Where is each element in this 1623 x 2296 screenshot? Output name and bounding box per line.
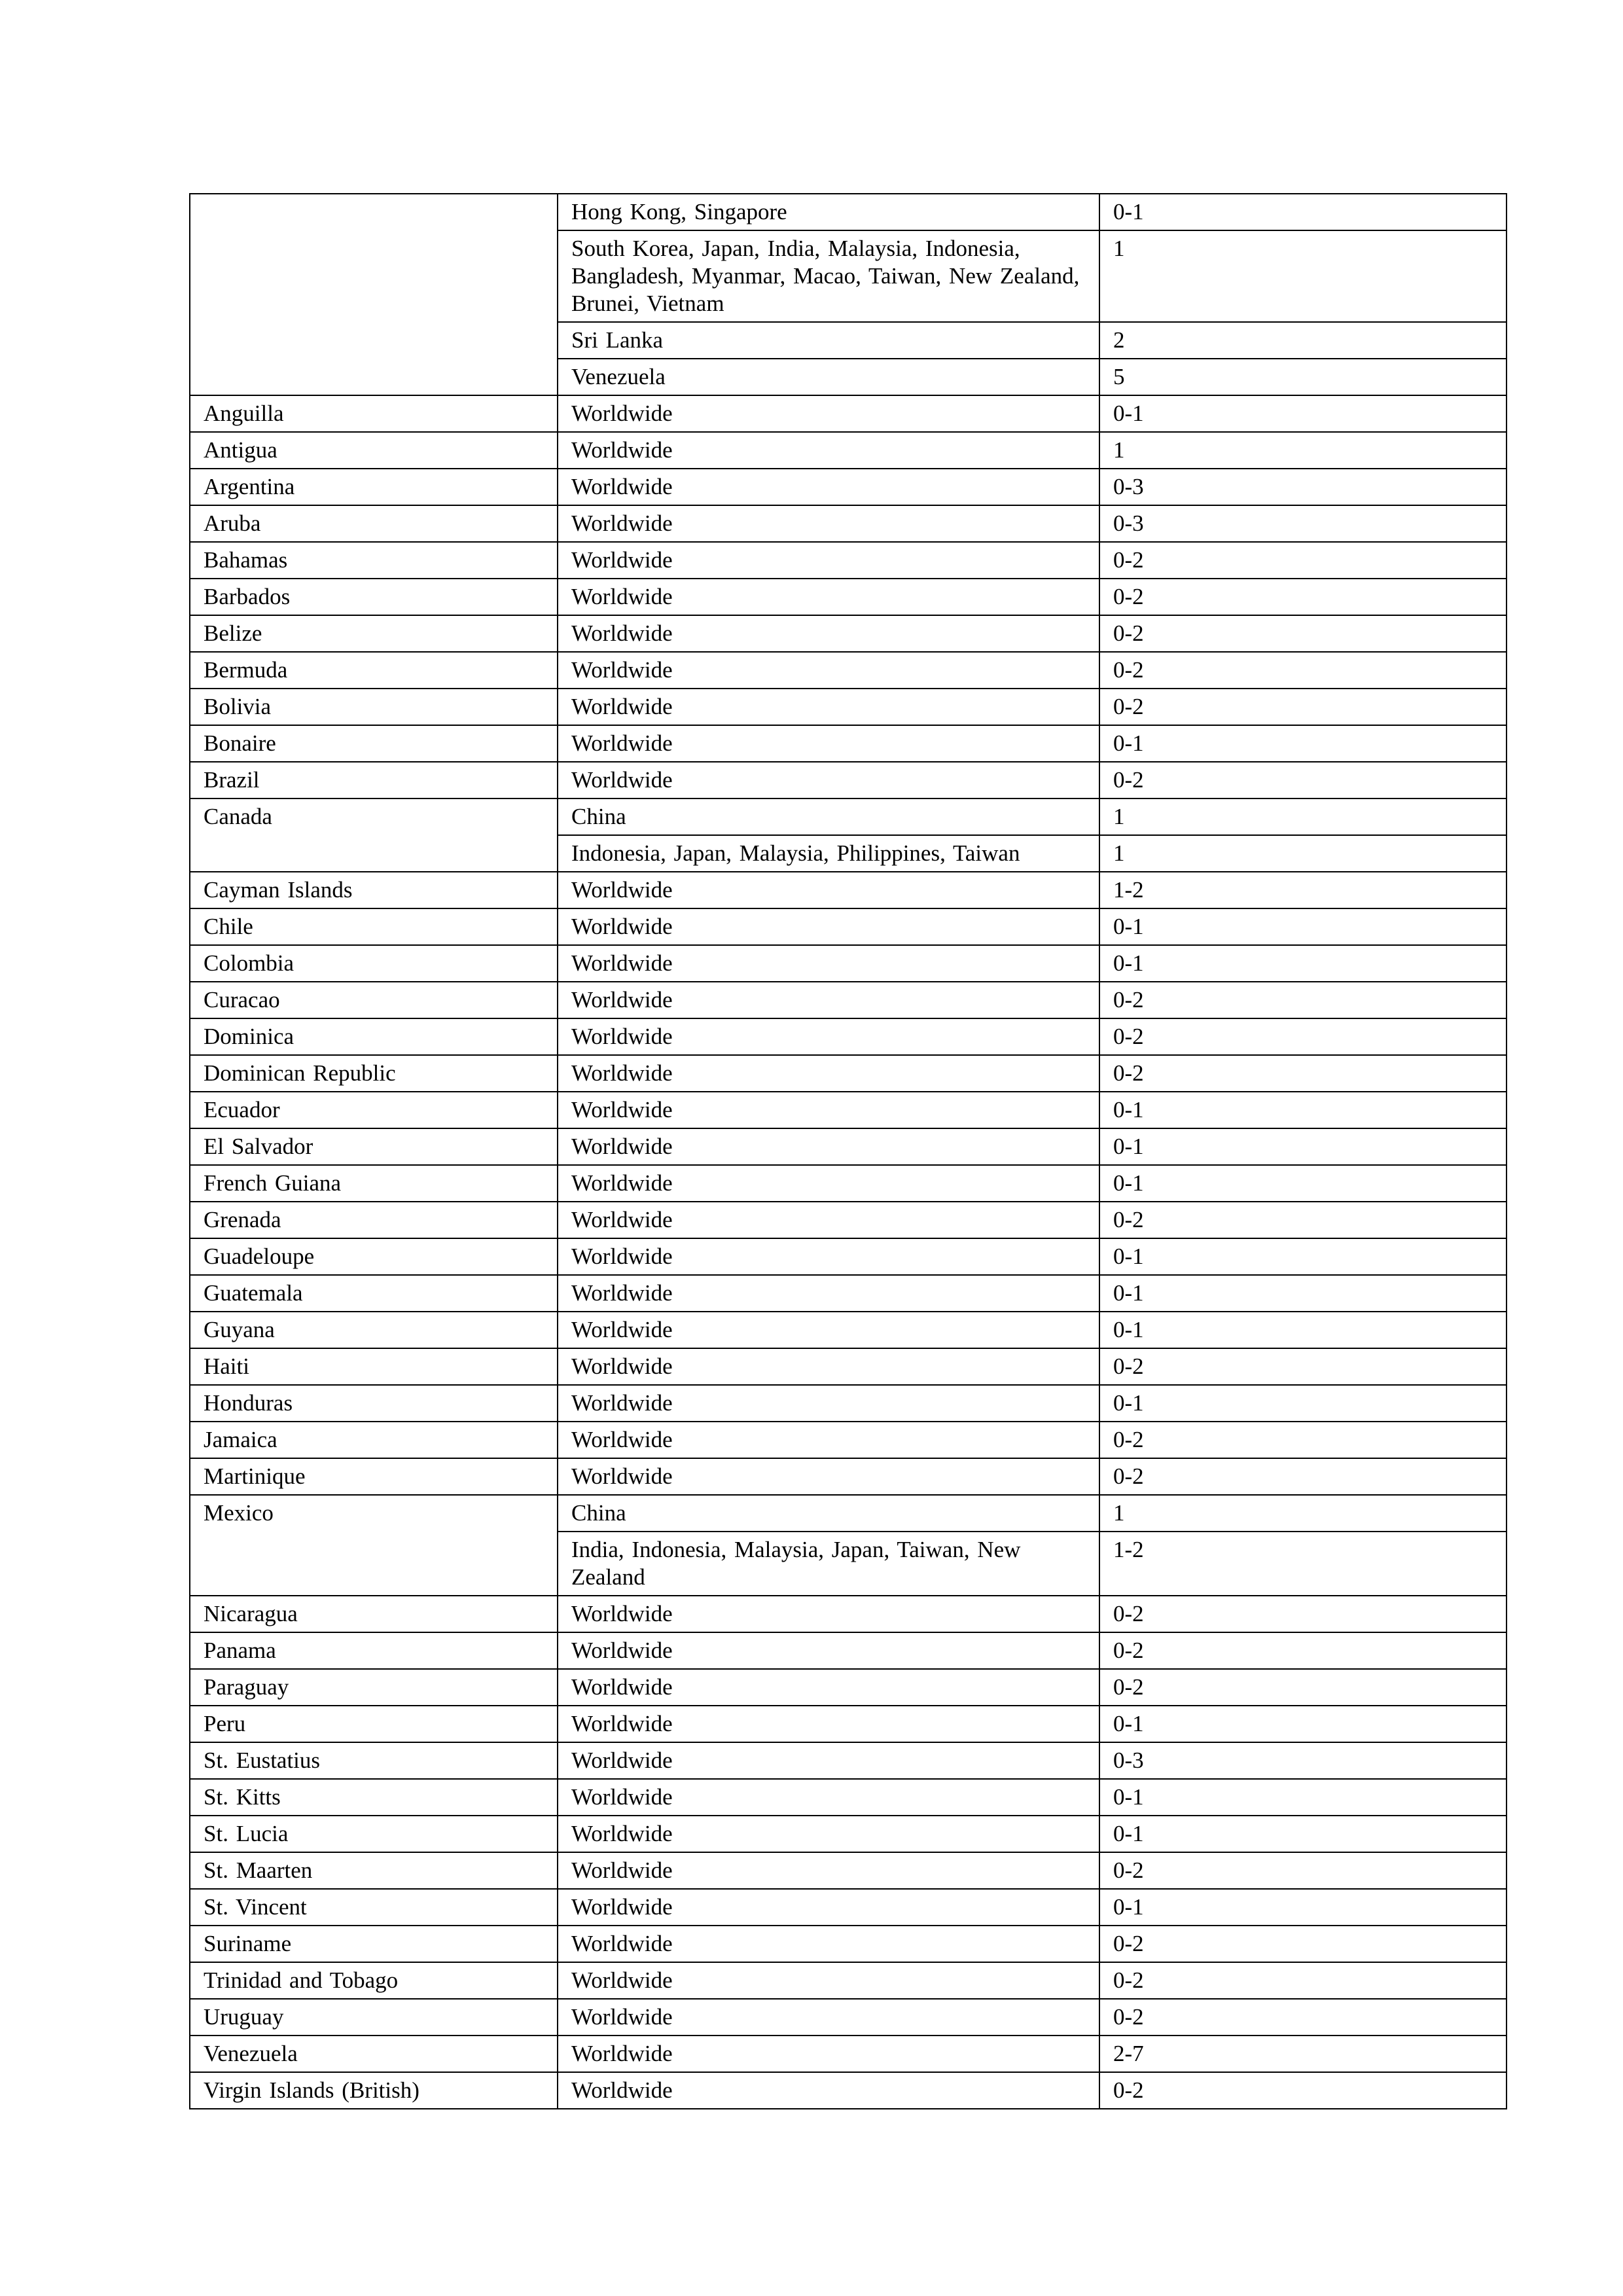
origin-cell: Indonesia, Japan, Malaysia, Philippines, Taiwan — [558, 835, 1099, 872]
table-row — [190, 469, 1507, 505]
destination-country-cell: Nicaragua — [190, 1596, 558, 1632]
origin-cell: Worldwide — [558, 469, 1099, 505]
origin-cell: Worldwide — [558, 1312, 1099, 1348]
table-row — [190, 1458, 1507, 1495]
days-cell: 0-3 — [1099, 469, 1507, 505]
origin-cell: Worldwide — [558, 725, 1099, 762]
table-row — [190, 1596, 1507, 1632]
origin-cell: Worldwide — [558, 1632, 1099, 1669]
table-row — [190, 652, 1507, 689]
table-row — [190, 1202, 1507, 1238]
destination-country-cell: Mexico — [190, 1495, 558, 1596]
destination-country-cell: Venezuela — [190, 2036, 558, 2072]
destination-country-cell: Canada — [190, 798, 558, 872]
days-cell: 0-2 — [1099, 689, 1507, 725]
origin-cell: Worldwide — [558, 1348, 1099, 1385]
destination-country-cell: Curacao — [190, 982, 558, 1018]
destination-country-cell: Peru — [190, 1706, 558, 1742]
destination-country-cell — [190, 194, 558, 395]
days-cell: 5 — [1099, 359, 1507, 395]
destination-country-cell: Jamaica — [190, 1422, 558, 1458]
destination-country-cell: French Guiana — [190, 1165, 558, 1202]
table-row — [190, 945, 1507, 982]
table-row — [190, 798, 1507, 835]
days-cell: 0-1 — [1099, 1092, 1507, 1128]
table-row — [190, 689, 1507, 725]
origin-cell: Worldwide — [558, 1238, 1099, 1275]
days-cell: 0-2 — [1099, 1596, 1507, 1632]
table-row — [190, 432, 1507, 469]
days-cell: 0-1 — [1099, 1889, 1507, 1926]
days-cell: 1-2 — [1099, 872, 1507, 908]
days-cell: 0-1 — [1099, 1816, 1507, 1852]
destination-country-cell: Panama — [190, 1632, 558, 1669]
table-row — [190, 1018, 1507, 1055]
days-cell: 1 — [1099, 230, 1507, 322]
origin-cell: Worldwide — [558, 1202, 1099, 1238]
days-cell: 0-1 — [1099, 194, 1507, 230]
days-cell: 0-1 — [1099, 1385, 1507, 1422]
origin-cell: Worldwide — [558, 1055, 1099, 1092]
table-row — [190, 1962, 1507, 1999]
destination-country-cell: Guatemala — [190, 1275, 558, 1312]
table-row — [190, 395, 1507, 432]
destination-country-cell: St. Eustatius — [190, 1742, 558, 1779]
origin-cell: Worldwide — [558, 2036, 1099, 2072]
origin-cell: Worldwide — [558, 872, 1099, 908]
destination-country-cell: Uruguay — [190, 1999, 558, 2036]
destination-country-cell: Honduras — [190, 1385, 558, 1422]
origin-cell: Sri Lanka — [558, 322, 1099, 359]
origin-cell: South Korea, Japan, India, Malaysia, Indonesia, Bangladesh, Myanmar, Macao, Taiwan, New Zealand, Brunei, Vietnam — [558, 230, 1099, 322]
table-row — [190, 1779, 1507, 1816]
destination-country-cell: St. Kitts — [190, 1779, 558, 1816]
destination-country-cell: Grenada — [190, 1202, 558, 1238]
table-row — [190, 725, 1507, 762]
origin-cell: Worldwide — [558, 432, 1099, 469]
origin-cell: Worldwide — [558, 1458, 1099, 1495]
destination-country-cell: El Salvador — [190, 1128, 558, 1165]
table-row — [190, 1926, 1507, 1962]
destination-country-cell: Antigua — [190, 432, 558, 469]
table-row — [190, 1852, 1507, 1889]
destination-country-cell: Bonaire — [190, 725, 558, 762]
days-cell: 0-1 — [1099, 1779, 1507, 1816]
days-cell: 0-1 — [1099, 1275, 1507, 1312]
days-cell: 1 — [1099, 835, 1507, 872]
origin-cell: Worldwide — [558, 615, 1099, 652]
origin-cell: Worldwide — [558, 579, 1099, 615]
days-cell: 1 — [1099, 432, 1507, 469]
table-row — [190, 1999, 1507, 2036]
origin-cell: Worldwide — [558, 395, 1099, 432]
destination-country-cell: St. Lucia — [190, 1816, 558, 1852]
origin-cell: Worldwide — [558, 1092, 1099, 1128]
origin-cell: Worldwide — [558, 1742, 1099, 1779]
table-row — [190, 1165, 1507, 1202]
table-row — [190, 1889, 1507, 1926]
origin-cell: India, Indonesia, Malaysia, Japan, Taiwan, New Zealand — [558, 1532, 1099, 1596]
origin-cell: Worldwide — [558, 2072, 1099, 2109]
destination-country-cell: Dominican Republic — [190, 1055, 558, 1092]
origin-cell: Worldwide — [558, 1128, 1099, 1165]
origin-cell: Worldwide — [558, 1165, 1099, 1202]
destination-country-cell: Trinidad and Tobago — [190, 1962, 558, 1999]
destination-country-cell: Argentina — [190, 469, 558, 505]
days-cell: 0-1 — [1099, 1238, 1507, 1275]
origin-cell: Worldwide — [558, 1926, 1099, 1962]
days-cell: 0-2 — [1099, 1458, 1507, 1495]
days-cell: 0-2 — [1099, 762, 1507, 798]
table-row — [190, 615, 1507, 652]
destination-country-cell: Martinique — [190, 1458, 558, 1495]
origin-cell: Worldwide — [558, 1999, 1099, 2036]
table-row — [190, 194, 1507, 230]
table-row — [190, 1632, 1507, 1669]
origin-cell: Worldwide — [558, 908, 1099, 945]
destination-country-cell: St. Maarten — [190, 1852, 558, 1889]
destination-country-cell: Dominica — [190, 1018, 558, 1055]
origin-cell: Worldwide — [558, 1422, 1099, 1458]
destination-country-cell: Anguilla — [190, 395, 558, 432]
table-row — [190, 1669, 1507, 1706]
destination-country-cell: Aruba — [190, 505, 558, 542]
origin-cell: Worldwide — [558, 1385, 1099, 1422]
table-row — [190, 1706, 1507, 1742]
days-cell: 0-2 — [1099, 1632, 1507, 1669]
destination-country-cell: Guyana — [190, 1312, 558, 1348]
days-cell: 0-2 — [1099, 579, 1507, 615]
origin-cell: Venezuela — [558, 359, 1099, 395]
destination-country-cell: Belize — [190, 615, 558, 652]
origin-cell: Worldwide — [558, 542, 1099, 579]
origin-cell: Worldwide — [558, 689, 1099, 725]
days-cell: 0-2 — [1099, 1348, 1507, 1385]
days-cell: 0-2 — [1099, 1999, 1507, 2036]
days-cell: 0-2 — [1099, 1422, 1507, 1458]
table-row — [190, 1385, 1507, 1422]
destination-country-cell: Chile — [190, 908, 558, 945]
table-row — [190, 1816, 1507, 1852]
origin-cell: Hong Kong, Singapore — [558, 194, 1099, 230]
days-cell: 0-3 — [1099, 1742, 1507, 1779]
origin-cell: Worldwide — [558, 1852, 1099, 1889]
days-cell: 0-1 — [1099, 908, 1507, 945]
days-cell: 0-2 — [1099, 1852, 1507, 1889]
destination-country-cell: Barbados — [190, 579, 558, 615]
destination-country-cell: Suriname — [190, 1926, 558, 1962]
days-cell: 0-1 — [1099, 1706, 1507, 1742]
origin-cell: China — [558, 798, 1099, 835]
table-row — [190, 1312, 1507, 1348]
destination-country-cell: Ecuador — [190, 1092, 558, 1128]
table-row — [190, 872, 1507, 908]
origin-cell: Worldwide — [558, 1962, 1099, 1999]
days-cell: 0-2 — [1099, 1202, 1507, 1238]
destination-country-cell: Cayman Islands — [190, 872, 558, 908]
days-cell: 0-2 — [1099, 982, 1507, 1018]
days-cell: 1 — [1099, 1495, 1507, 1532]
table-row — [190, 2072, 1507, 2109]
days-cell: 0-2 — [1099, 615, 1507, 652]
origin-cell: Worldwide — [558, 1018, 1099, 1055]
table-row — [190, 579, 1507, 615]
table-row — [190, 1422, 1507, 1458]
destination-country-cell: Brazil — [190, 762, 558, 798]
destination-country-cell: Paraguay — [190, 1669, 558, 1706]
origin-cell: Worldwide — [558, 1596, 1099, 1632]
days-cell: 0-1 — [1099, 1312, 1507, 1348]
days-cell: 2 — [1099, 322, 1507, 359]
table-row — [190, 1495, 1507, 1532]
days-cell: 0-2 — [1099, 1926, 1507, 1962]
table-row — [190, 505, 1507, 542]
destination-country-cell: Guadeloupe — [190, 1238, 558, 1275]
table-row — [190, 1092, 1507, 1128]
table-row — [190, 2036, 1507, 2072]
days-cell: 0-2 — [1099, 542, 1507, 579]
destination-country-cell: Bermuda — [190, 652, 558, 689]
table-body — [190, 194, 1507, 2109]
days-cell: 0-3 — [1099, 505, 1507, 542]
days-cell: 0-1 — [1099, 945, 1507, 982]
days-cell: 0-2 — [1099, 652, 1507, 689]
days-cell: 0-2 — [1099, 1669, 1507, 1706]
destination-country-cell: Colombia — [190, 945, 558, 982]
shipping-table — [189, 193, 1507, 2109]
days-cell: 0-1 — [1099, 395, 1507, 432]
days-cell: 1 — [1099, 798, 1507, 835]
origin-cell: Worldwide — [558, 652, 1099, 689]
origin-cell: Worldwide — [558, 1275, 1099, 1312]
origin-cell: Worldwide — [558, 945, 1099, 982]
origin-cell: Worldwide — [558, 1889, 1099, 1926]
days-cell: 0-1 — [1099, 1165, 1507, 1202]
destination-country-cell: Bolivia — [190, 689, 558, 725]
origin-cell: Worldwide — [558, 1779, 1099, 1816]
table-row — [190, 982, 1507, 1018]
origin-cell: Worldwide — [558, 1706, 1099, 1742]
table-row — [190, 1348, 1507, 1385]
destination-country-cell: Bahamas — [190, 542, 558, 579]
origin-cell: Worldwide — [558, 505, 1099, 542]
days-cell: 0-2 — [1099, 1018, 1507, 1055]
days-cell: 0-2 — [1099, 1962, 1507, 1999]
days-cell: 0-2 — [1099, 2072, 1507, 2109]
table-row — [190, 1128, 1507, 1165]
table-row — [190, 908, 1507, 945]
destination-country-cell: Haiti — [190, 1348, 558, 1385]
table-row — [190, 542, 1507, 579]
origin-cell: Worldwide — [558, 762, 1099, 798]
table-row — [190, 1275, 1507, 1312]
days-cell: 0-1 — [1099, 725, 1507, 762]
days-cell: 0-2 — [1099, 1055, 1507, 1092]
table-row — [190, 1742, 1507, 1779]
table-row — [190, 1055, 1507, 1092]
destination-country-cell: St. Vincent — [190, 1889, 558, 1926]
origin-cell: Worldwide — [558, 982, 1099, 1018]
origin-cell: Worldwide — [558, 1816, 1099, 1852]
origin-cell: China — [558, 1495, 1099, 1532]
days-cell: 2-7 — [1099, 2036, 1507, 2072]
table-row — [190, 762, 1507, 798]
table-row — [190, 1238, 1507, 1275]
origin-cell: Worldwide — [558, 1669, 1099, 1706]
destination-country-cell: Virgin Islands (British) — [190, 2072, 558, 2109]
days-cell: 0-1 — [1099, 1128, 1507, 1165]
days-cell: 1-2 — [1099, 1532, 1507, 1596]
